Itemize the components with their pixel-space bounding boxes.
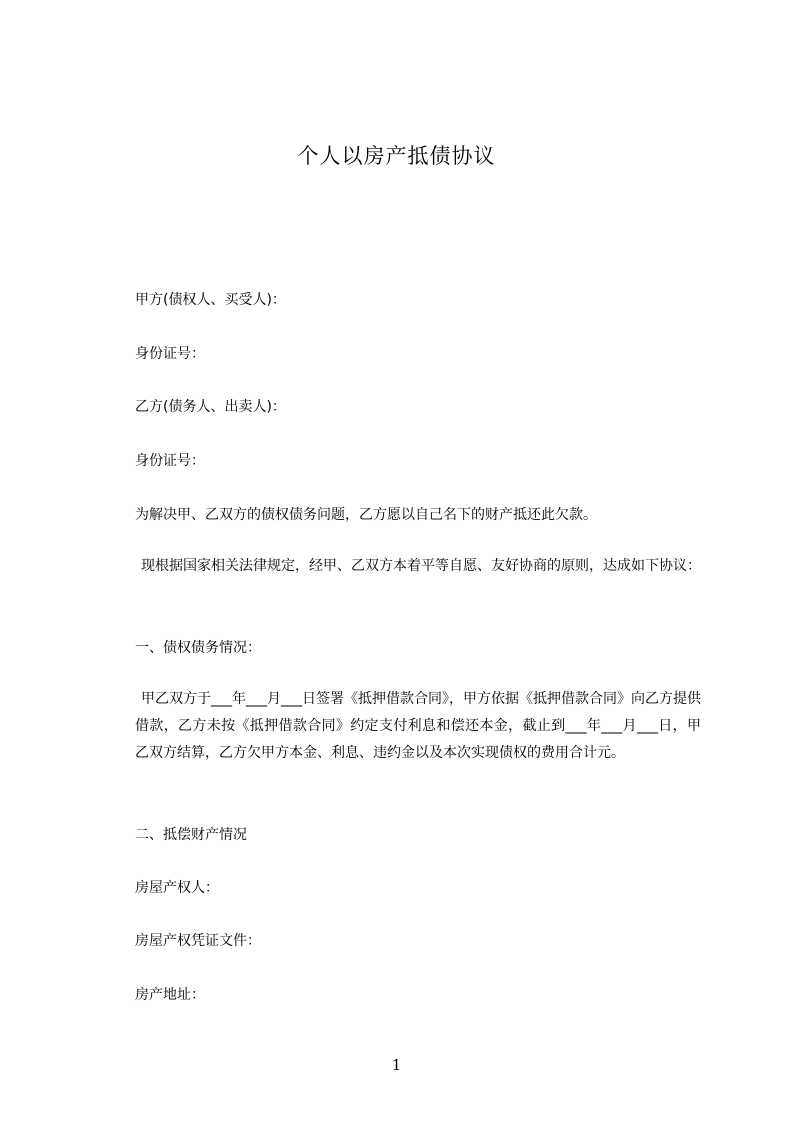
property-owner-line: 房屋产权人：: [135, 880, 219, 896]
section-1-heading: 一、债权债务情况：: [135, 640, 261, 656]
section-1-body: 甲乙双方于___年___月___日签署《抵押借款合同》，甲方依据《抵押借款合同》向乙方提供借款，乙方未按《抵押借款合同》约定支付利息和偿还本金，截止到___年___月___日，甲乙双方结算，乙方欠甲方本金、利息、违约金以及本次实现债权的费用合计元。: [135, 691, 701, 761]
basis-paragraph: 现根据国家相关法律规定，经甲、乙双方本着平等自愿、友好协商的原则，达成如下协议：: [141, 558, 701, 574]
property-address-line: 房产地址：: [135, 987, 205, 1003]
party-b-id-line: 身份证号：: [135, 453, 205, 469]
page-number: 1: [391, 1056, 402, 1074]
document-title: 个人以房产抵债协议: [297, 144, 496, 168]
party-a-line: 甲方(债权人、买受人)：: [135, 292, 286, 308]
party-a-id-line: 身份证号：: [135, 346, 205, 362]
purpose-paragraph: 为解决甲、乙双方的债权债务问题，乙方愿以自己名下的财产抵还此欠款。: [135, 507, 597, 523]
party-b-line: 乙方(债务人、出卖人)：: [135, 399, 286, 415]
section-2-heading: 二、抵偿财产情况: [135, 827, 247, 843]
property-certificate-line: 房屋产权凭证文件：: [135, 933, 261, 949]
